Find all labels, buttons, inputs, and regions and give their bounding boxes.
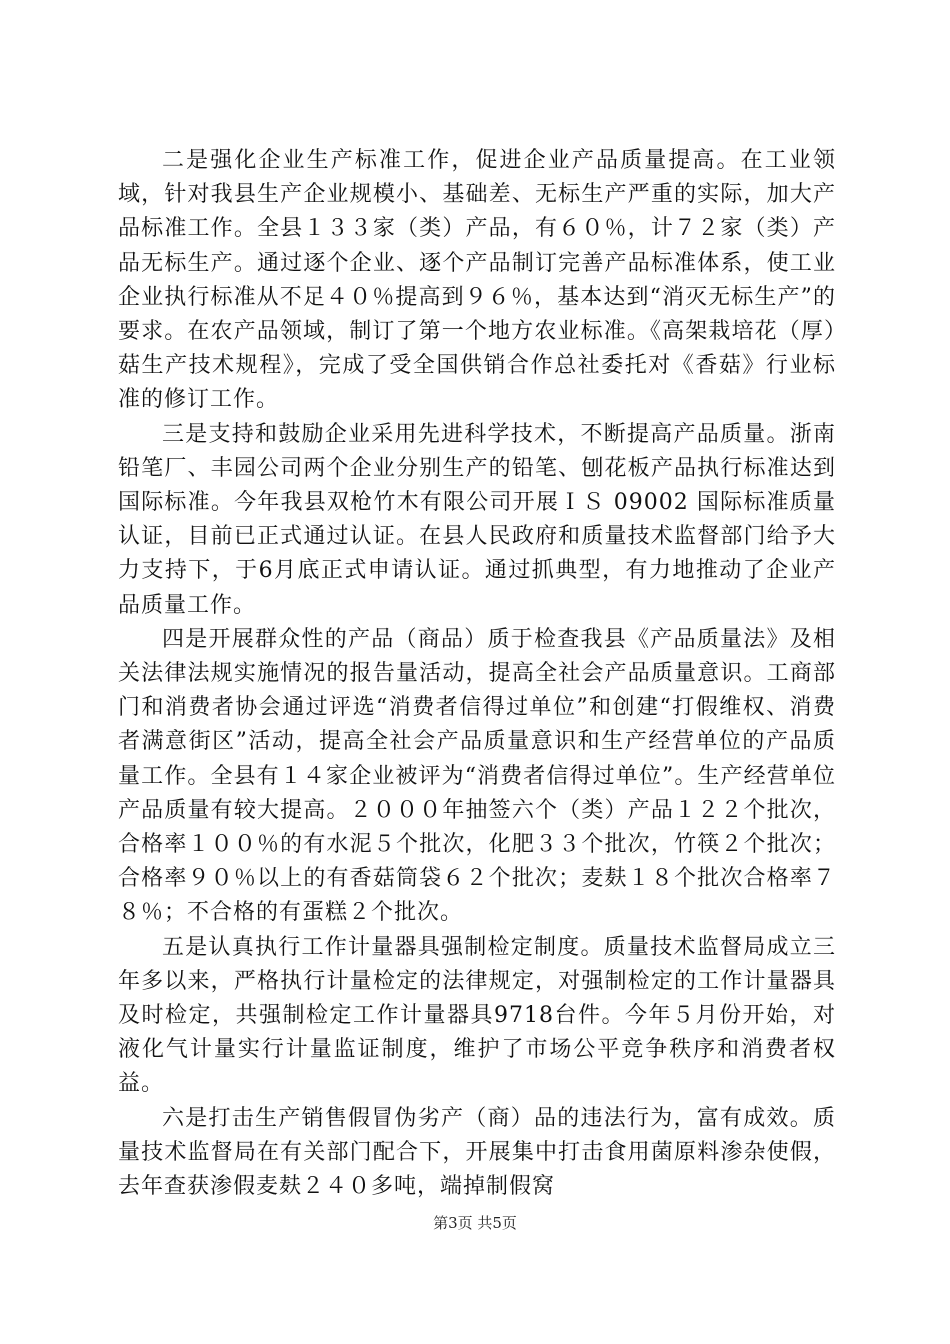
body-text [118,144,836,1204]
paragraph-anti-counterfeit: 六是打击生产销售假冒伪劣产（商）品的违法行为，富有成效。质量技术监督局在有关部门配合下，开展集中打击食用菌原料渗杂使假，去年查获渗假麦麸２４０多吨，端掉制假窝 [118,1105,836,1200]
paragraph-quality-activities: 四是开展群众性的产品（商品）质于检查我县《产品质量法》及相关法律法规实施情况的报告量活动，提高全社会产品质量意识。工商部门和消费者协会通过评选“消费者信得过单位”和创建“打假维权、消费者满意街区”活动，提高全社会产品质量意识和生产经营单位的产品质量工作。全县有１４家企业被评为“消费者信得过单位”。生产经营单位产品质量有较大提高。２０００年抽签六个（类）产品１２２个批次，合格率１００％的有水泥５个批次，化肥３３个批次，竹筷２个批次；合格率９０％以上的有香菇筒袋６２个批次；麦麸１８个批次合格率７８％；不合格的有蛋糕２个批次。 [118,626,836,926]
paragraph-technology: 三是支持和鼓励企业采用先进科学技术，不断提高产品质量。浙南铅笔厂、丰园公司两个企业分别生产的铅笔、刨花板产品执行标准达到国际标准。今年我县双枪竹木有限公司开展ＩＳ 09002 国际标准质量认证，目前已正式通过认证。在县人民政府和质量技术监督部门给予大力支持下，于6月底正式申请认证。通过抓典型，有力地推动了企业产品质量工作。 [118,421,836,618]
paragraph-standards: 二是强化企业生产标准工作，促进企业产品质量提高。在工业领域，针对我县生产企业规模小、基础差、无标生产严重的实际，加大产品标准工作。全县１３３家（类）产品，有６０％，计７２家（类）产品无标生产。通过逐个企业、逐个产品制订完善产品标准体系，使工业企业执行标准从不足４０％提高到９６％，基本达到“消灭无标生产”的要求。在农产品领域，制订了第一个地方农业标准。《高架栽培花（厚）菇生产技术规程》，完成了受全国供销合作总社委托对《香菇》行业标准的修订工作。 [118,148,836,413]
paragraph-metrology: 五是认真执行工作计量器具强制检定制度。质量技术监督局成立三年多以来，严格执行计量检定的法律规定，对强制检定的工作计量器具及时检定，共强制检定工作计量器具9718台件。今年５月份开始，对液化气计量实行计量监证制度，维护了市场公平竞争秩序和消费者权益。 [118,934,836,1097]
page-footer: 第3页 共5页 [433,1214,517,1232]
